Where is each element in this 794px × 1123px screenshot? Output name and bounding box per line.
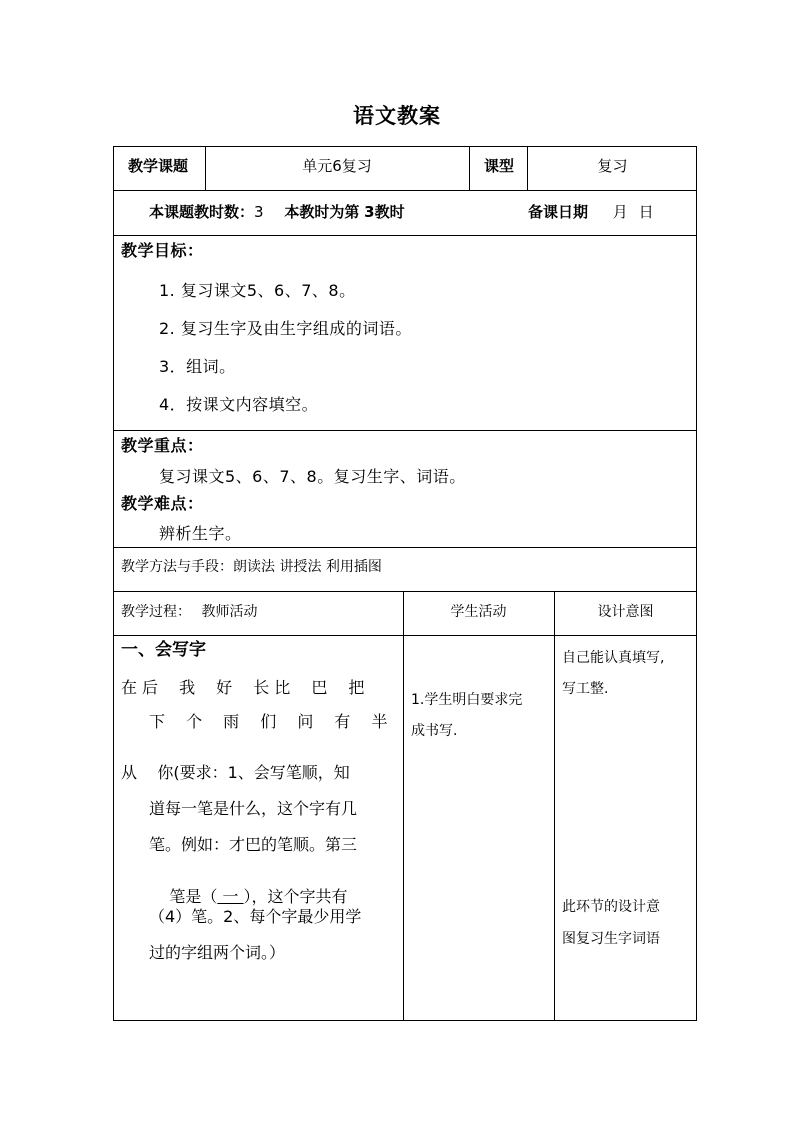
hours-value: 3 xyxy=(254,203,264,221)
teacher-instruction: （4）笔。2、每个字最少用学 xyxy=(149,907,362,926)
hours-row xyxy=(149,205,405,220)
topic-label: 教学课题 xyxy=(128,157,189,175)
document-title: 语文教案 xyxy=(353,104,441,128)
prep-month: 月 xyxy=(612,203,628,221)
teacher-instruction: 道每一笔是什么，这个字有几 xyxy=(149,799,358,818)
objective-item: 2. 复习生字及由生字组成的词语。 xyxy=(159,319,412,338)
section-title: 一、会写字 xyxy=(121,640,206,660)
topic-value: 单元6复习 xyxy=(302,157,372,175)
design-intent-text: 自己能认真填写, xyxy=(562,650,665,666)
teacher-instruction: 过的字组两个词。） xyxy=(149,943,286,962)
difficulties-heading: 教学难点： xyxy=(121,494,204,513)
student-activity-text: 成书写. xyxy=(411,723,458,739)
difficulties-text: 辨析生字。 xyxy=(159,524,242,543)
objective-item: 4．按课文内容填空。 xyxy=(159,395,319,414)
character-row: 在后 我 好 长比 巴 把 xyxy=(121,678,370,697)
key-points-text: 复习课文5、6、7、8。复习生字、词语。 xyxy=(159,467,466,486)
design-intent-text: 此环节的设计意 xyxy=(562,899,660,915)
design-intent-label: 设计意图 xyxy=(597,604,654,620)
row-divider xyxy=(114,190,696,191)
column-divider xyxy=(554,591,555,1021)
column-divider xyxy=(403,591,404,1021)
objective-item: 1. 复习课文5、6、7、8。 xyxy=(159,281,356,300)
prep-day: 日 xyxy=(638,203,654,221)
answer-blank: 一 xyxy=(217,887,244,906)
type-value: 复习 xyxy=(597,157,628,175)
teacher-activity-label: 教师活动 xyxy=(201,604,258,620)
key-points-heading: 教学重点： xyxy=(121,436,204,455)
process-header xyxy=(121,605,257,619)
teaching-methods: 教学方法与手段：朗读法 讲授法 利用插图 xyxy=(121,559,382,575)
prep-date-label: 备课日期 xyxy=(528,203,589,221)
objective-item: 3．组词。 xyxy=(159,357,236,376)
row-divider xyxy=(114,430,696,431)
row-divider xyxy=(114,547,696,548)
current-value: 3 xyxy=(364,203,375,221)
student-activity-label: 学生活动 xyxy=(450,604,507,620)
design-intent-text: 图复习生字词语 xyxy=(562,931,660,947)
column-divider xyxy=(469,147,470,190)
teacher-instruction: 笔。例如：才巴的笔顺。第三 xyxy=(149,835,358,854)
process-label: 教学过程： xyxy=(121,604,191,620)
prep-date-row xyxy=(528,205,654,220)
row-divider xyxy=(114,635,696,636)
instruction-text: 笔是（ xyxy=(169,887,218,906)
type-label: 课型 xyxy=(484,157,515,175)
character-row: 下 个 雨 们 问 有 半 xyxy=(149,712,393,731)
student-activity-text: 1.学生明白要求完 xyxy=(411,692,523,708)
objectives-heading: 教学目标： xyxy=(121,241,204,260)
current-suffix: 教时 xyxy=(374,203,405,221)
current-label: 本教时为第 xyxy=(284,203,360,221)
lesson-plan-table xyxy=(113,146,697,1021)
row-divider xyxy=(114,591,696,592)
instruction-text: ），这个字共有 xyxy=(243,887,348,906)
design-intent-text: 写工整. xyxy=(562,681,609,697)
teacher-instruction: 从 你(要求：1、会写笔顺，知 xyxy=(121,763,350,782)
row-divider xyxy=(114,235,696,236)
hours-label: 本课题教时数： xyxy=(149,203,255,221)
